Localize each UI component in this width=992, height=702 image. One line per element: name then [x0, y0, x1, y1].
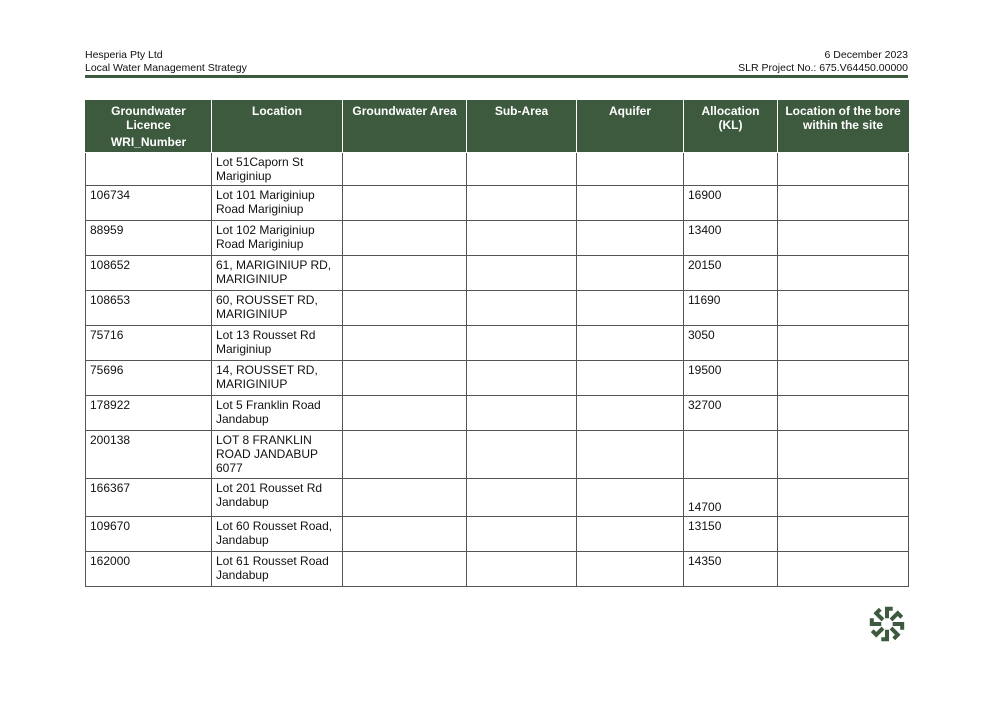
table-row: [86, 186, 909, 221]
licence-cell: 166367: [86, 479, 212, 517]
location-cell: Lot 61 Rousset Road Jandabup: [212, 552, 343, 587]
allocation-cell: 13400: [684, 221, 778, 256]
location-cell: Lot 13 Rousset Rd Mariginiup: [212, 326, 343, 361]
column-header-allocation: Allocation (KL): [684, 101, 778, 153]
allocation-cell: 14700: [684, 479, 778, 517]
aquifer-cell: [577, 221, 684, 256]
groundwater-area-cell: [343, 396, 467, 431]
licence-cell: 108653: [86, 291, 212, 326]
sub-area-cell: [467, 221, 577, 256]
table-row: [86, 221, 909, 256]
location-cell: Lot 60 Rousset Road, Jandabup: [212, 517, 343, 552]
allocation-cell: [684, 431, 778, 479]
bore-location-cell: [778, 326, 909, 361]
sub-area-cell: [467, 431, 577, 479]
licence-cell: 109670: [86, 517, 212, 552]
table-row: [86, 479, 909, 517]
groundwater-area-cell: [343, 153, 467, 186]
table-row: [86, 326, 909, 361]
sub-area-cell: [467, 517, 577, 552]
allocation-cell: 13150: [684, 517, 778, 552]
header-right: [738, 49, 908, 75]
groundwater-area-cell: [343, 431, 467, 479]
licence-cell: 75716: [86, 326, 212, 361]
aquifer-cell: [577, 431, 684, 479]
groundwater-area-cell: [343, 256, 467, 291]
groundwater-area-cell: [343, 186, 467, 221]
location-cell: Lot 201 Rousset Rd Jandabup: [212, 479, 343, 517]
slr-asterisk-logo-icon: [868, 605, 906, 643]
location-cell: Lot 5 Franklin Road Jandabup: [212, 396, 343, 431]
sub-area-cell: [467, 361, 577, 396]
groundwater-area-cell: [343, 221, 467, 256]
table-row: [86, 361, 909, 396]
groundwater-area-cell: [343, 291, 467, 326]
column-header-aquifer: Aquifer: [577, 101, 684, 153]
aquifer-cell: [577, 361, 684, 396]
allocation-cell: 14350: [684, 552, 778, 587]
allocation-cell: 11690: [684, 291, 778, 326]
licence-cell: 200138: [86, 431, 212, 479]
table-row: [86, 517, 909, 552]
bore-location-cell: [778, 431, 909, 479]
table-row: [86, 552, 909, 587]
aquifer-cell: [577, 517, 684, 552]
allocation-cell: [684, 153, 778, 186]
location-cell: LOT 8 FRANKLIN ROAD JANDABUP 6077: [212, 431, 343, 479]
column-header-sublabel: WRI_Number: [110, 135, 187, 149]
sub-area-cell: [467, 291, 577, 326]
bore-location-cell: [778, 396, 909, 431]
bore-location-cell: [778, 479, 909, 517]
allocation-cell: 16900: [684, 186, 778, 221]
licence-cell: [86, 153, 212, 186]
column-header-bore-location: Location of the bore within the site: [778, 101, 909, 153]
licence-cell: 88959: [86, 221, 212, 256]
aquifer-cell: [577, 326, 684, 361]
bore-location-cell: [778, 153, 909, 186]
bore-location-cell: [778, 221, 909, 256]
column-header-location: Location: [212, 101, 343, 153]
column-header-sub-area: Sub-Area: [467, 101, 577, 153]
sub-area-cell: [467, 479, 577, 517]
location-cell: Lot 101 Mariginiup Road Mariginiup: [212, 186, 343, 221]
aquifer-cell: [577, 186, 684, 221]
groundwater-area-cell: [343, 479, 467, 517]
sub-area-cell: [467, 256, 577, 291]
sub-area-cell: [467, 186, 577, 221]
aquifer-cell: [577, 396, 684, 431]
groundwater-area-cell: [343, 552, 467, 587]
header-divider: [85, 75, 908, 78]
table-row: [86, 153, 909, 186]
groundwater-area-cell: [343, 517, 467, 552]
sub-area-cell: [467, 153, 577, 186]
header-left: [85, 49, 247, 75]
allocation-cell: 19500: [684, 361, 778, 396]
document-title: Local Water Management Strategy: [85, 62, 247, 74]
location-cell: Lot 102 Mariginiup Road Mariginiup: [212, 221, 343, 256]
table-row: [86, 291, 909, 326]
bore-location-cell: [778, 256, 909, 291]
sub-area-cell: [467, 396, 577, 431]
location-cell: 60, ROUSSET RD, MARIGINIUP: [212, 291, 343, 326]
sub-area-cell: [467, 552, 577, 587]
licence-cell: 106734: [86, 186, 212, 221]
document-date: 6 December 2023: [824, 49, 908, 61]
bore-location-cell: [778, 517, 909, 552]
location-cell: 14, ROUSSET RD, MARIGINIUP: [212, 361, 343, 396]
project-number: SLR Project No.: 675.V64450.00000: [738, 62, 908, 74]
allocation-cell: 3050: [684, 326, 778, 361]
location-cell: 61, MARIGINIUP RD, MARIGINIUP: [212, 256, 343, 291]
sub-area-cell: [467, 326, 577, 361]
location-cell: Lot 51Caporn St Mariginiup: [212, 153, 343, 186]
column-header-groundwater-area: Groundwater Area: [343, 101, 467, 153]
table-body: [86, 153, 909, 587]
bore-location-cell: [778, 186, 909, 221]
licence-cell: 75696: [86, 361, 212, 396]
table-row: [86, 256, 909, 291]
table-row: [86, 396, 909, 431]
aquifer-cell: [577, 291, 684, 326]
licence-cell: 108652: [86, 256, 212, 291]
allocation-cell: 20150: [684, 256, 778, 291]
column-header-label: Groundwater Licence: [111, 104, 186, 132]
aquifer-cell: [577, 153, 684, 186]
groundwater-licence-table: [85, 100, 909, 587]
table-row: [86, 431, 909, 479]
bore-location-cell: [778, 291, 909, 326]
company-name: Hesperia Pty Ltd: [85, 49, 163, 61]
licence-cell: 162000: [86, 552, 212, 587]
column-header-licence: [86, 101, 212, 153]
aquifer-cell: [577, 479, 684, 517]
bore-location-cell: [778, 361, 909, 396]
licence-cell: 178922: [86, 396, 212, 431]
groundwater-area-cell: [343, 326, 467, 361]
groundwater-area-cell: [343, 361, 467, 396]
aquifer-cell: [577, 256, 684, 291]
bore-location-cell: [778, 552, 909, 587]
allocation-cell: 32700: [684, 396, 778, 431]
table-header-row: [86, 101, 909, 153]
aquifer-cell: [577, 552, 684, 587]
